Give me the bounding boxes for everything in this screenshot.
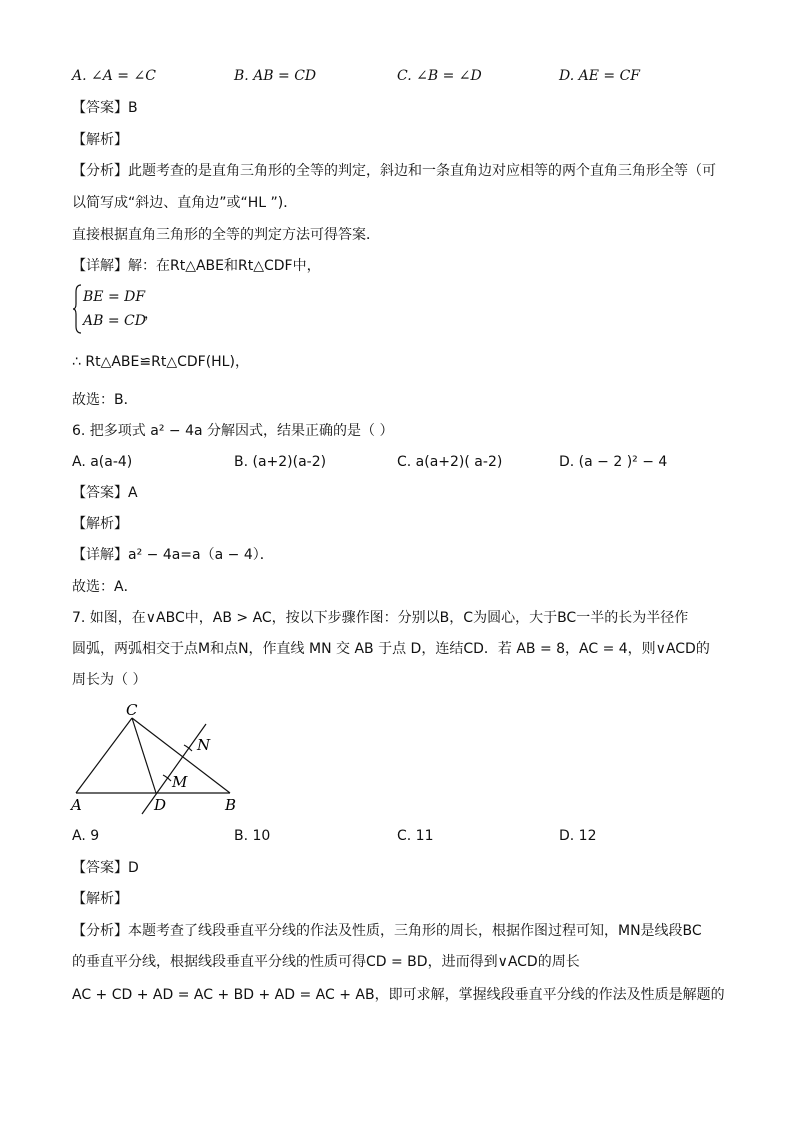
label-a: A bbox=[71, 796, 82, 814]
q5-analysis-line-2: 以简写成“斜边、直角边”或“HL ”)． bbox=[72, 195, 298, 211]
q7-figure bbox=[60, 698, 260, 818]
q7-option-d: D. 12 bbox=[559, 828, 597, 844]
q6-analysis-heading: 【解析】 bbox=[72, 516, 128, 532]
label-c: C bbox=[126, 701, 138, 719]
q5-option-c: C. ∠B = ∠D bbox=[397, 68, 482, 84]
label-b: B bbox=[225, 796, 237, 814]
q5-option-d: D. AE = CF bbox=[559, 68, 641, 84]
system-brace bbox=[72, 284, 82, 334]
q7-analysis-heading: 【解析】 bbox=[72, 891, 128, 907]
q6-option-d: D. (a − 2 )² − 4 bbox=[559, 454, 668, 470]
q5-answer: 【答案】B bbox=[72, 100, 138, 116]
q6-detail: 【详解】a² − 4a=a（a − 4）． bbox=[72, 547, 274, 563]
label-m: M bbox=[172, 773, 188, 791]
q7-analysis-line-2: 的垂直平分线，根据线段垂直平分线的性质可得CD = BD，进而得到∨ACD的周长 bbox=[72, 954, 580, 970]
q7-stem-line-3: 周长为（ ） bbox=[72, 672, 147, 688]
q7-analysis-line-1: 【分析】本题考查了线段垂直平分线的作法及性质，三角形的周长，根据作图过程可知，MN是线段BC bbox=[72, 923, 702, 939]
q5-detail: 【详解】解：在Rt△ABE和Rt△CDF中， bbox=[72, 258, 321, 274]
segment-cd bbox=[132, 718, 156, 793]
q5-option-a: A. ∠A = ∠C bbox=[72, 68, 156, 84]
system-equation-1: BE = DF bbox=[83, 289, 146, 305]
q7-option-b: B. 10 bbox=[234, 828, 271, 844]
q6-choose: 故选：A． bbox=[72, 579, 138, 595]
q7-option-a: A. 9 bbox=[72, 828, 100, 844]
q5-option-b: B. AB = CD bbox=[234, 68, 317, 84]
q6-option-a: A. a(a-4) bbox=[72, 454, 133, 470]
q7-option-c: C. 11 bbox=[397, 828, 434, 844]
segment-ac bbox=[76, 718, 132, 793]
q7-stem-line-1: 7. 如图，在∨ABC中，AB > AC，按以下步骤作图：分别以B，C为圆心，大于BC一半的长为半径作 bbox=[72, 610, 689, 626]
q7-stem-line-2: 圆弧，两弧相交于点M和点N，作直线 MN 交 AB 于点 D，连结CD．若 AB = 8，AC = 4，则∨ACD的 bbox=[72, 641, 710, 657]
q6-option-b: B. (a+2)(a-2) bbox=[234, 454, 327, 470]
label-n: N bbox=[197, 736, 211, 754]
q5-choose: 故选：B． bbox=[72, 392, 138, 408]
q5-analysis-heading: 【解析】 bbox=[72, 132, 128, 148]
q6-option-c: C. a(a+2)( a-2) bbox=[397, 454, 503, 470]
q5-analysis-line-1: 【分析】此题考查的是直角三角形的全等的判定，斜边和一条直角边对应相等的两个直角三角形全等（可 bbox=[72, 163, 716, 179]
q7-analysis-line-3: AC + CD + AD = AC + BD + AD = AC + AB，即可求解，掌握线段垂直平分线的作法及性质是解题的 bbox=[72, 987, 725, 1003]
system-comma: ， bbox=[144, 306, 158, 322]
q7-answer: 【答案】D bbox=[72, 860, 139, 876]
q6-stem: 6. 把多项式 a² − 4a 分解因式，结果正确的是（ ） bbox=[72, 423, 394, 439]
system-equation-2: AB = CD bbox=[83, 313, 146, 329]
q6-answer: 【答案】A bbox=[72, 485, 138, 501]
q5-analysis-line-3: 直接根据直角三角形的全等的判定方法可得答案． bbox=[72, 227, 380, 243]
label-d: D bbox=[154, 796, 167, 814]
q5-conclusion: ∴ Rt△ABE≌Rt△CDF(HL)， bbox=[72, 354, 249, 370]
